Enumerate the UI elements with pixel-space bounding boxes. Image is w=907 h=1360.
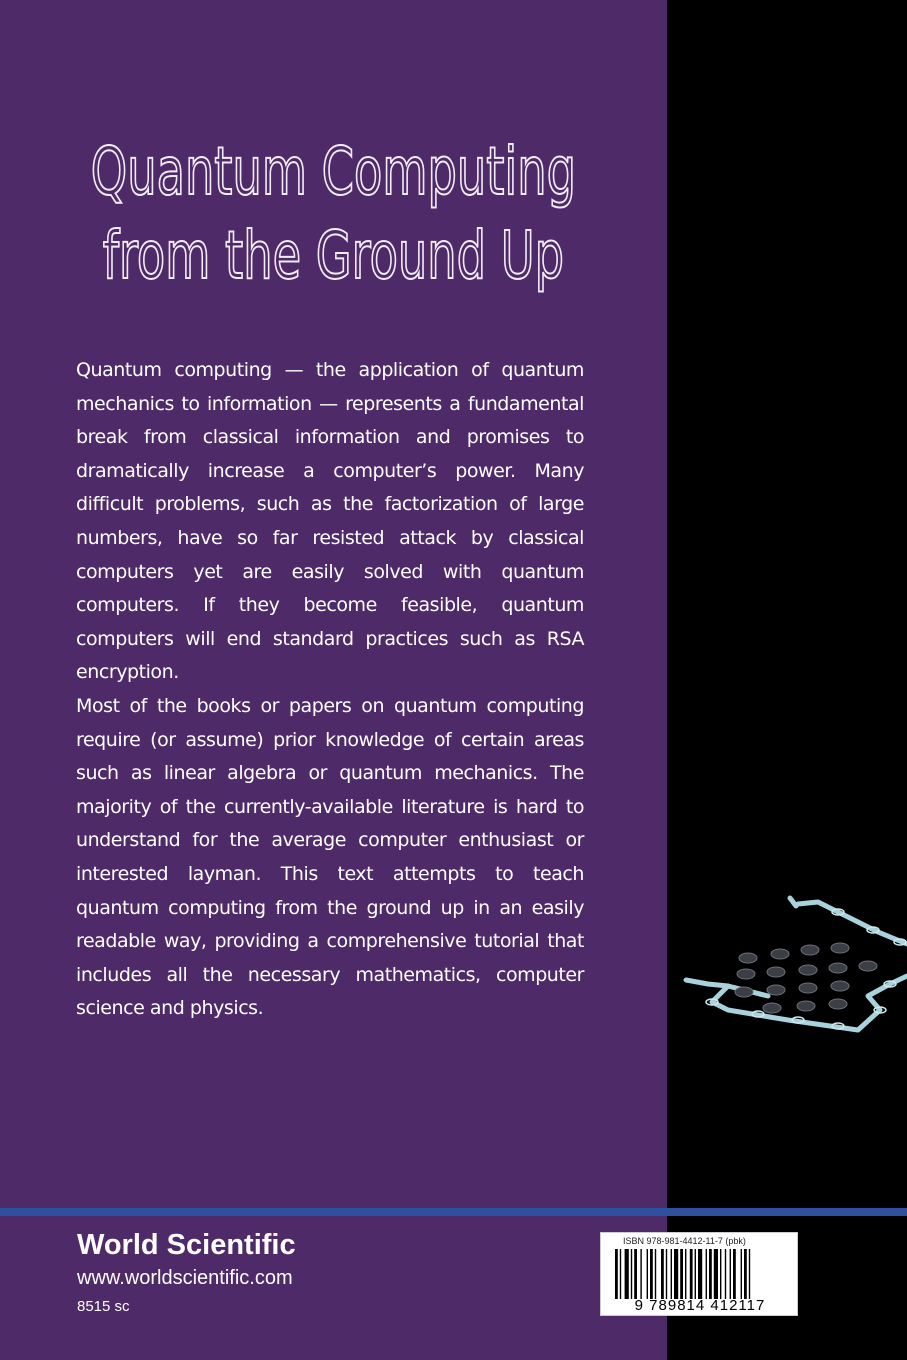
barcode-digits: 9 789814 412117 (634, 1297, 766, 1314)
title-line-2: from the Ground Up (102, 217, 565, 294)
isbn-label: ISBN 978-981-4412-11-7 (pbk) (623, 1236, 746, 1246)
publisher-url[interactable]: www.worldscientific.com (77, 1267, 293, 1289)
divider-rule (0, 1208, 907, 1216)
product-code: 8515 sc (77, 1298, 130, 1315)
barcode-bars-icon (611, 1249, 791, 1299)
blurb-paragraph-2: Most of the books or papers on quantum computing require (or assume) prior knowledge of certain areas such as linear algebra or quantum mechanics. The majority of the currently-available literature is hard to understand for the average computer enthusiast or interested layman. This text attempts to teach quantum computing from the ground up in an easily readable way, providing a comprehensive tutorial that includes all the necessary mathematics, computer science and physics. (76, 695, 584, 1020)
isbn-barcode (600, 1232, 798, 1316)
title-line-1: Quantum Computing (90, 133, 577, 210)
ion-trap-chip-icon (668, 892, 907, 1042)
publisher-name: World Scientific (77, 1229, 296, 1261)
blurb-paragraph-1: Quantum computing — the application of quantum mechanics to information — represents a fundamental break from classical information and promises to dramatically increase a computer’s power. Many difficult problems, such as the factorization of large numbers, have so far resisted attack by classical computers yet are easily solved with quantum computers. If they become feasible, quantum computers will end standard practices such as RSA encryption. (76, 359, 584, 684)
black-spine (667, 0, 907, 1360)
